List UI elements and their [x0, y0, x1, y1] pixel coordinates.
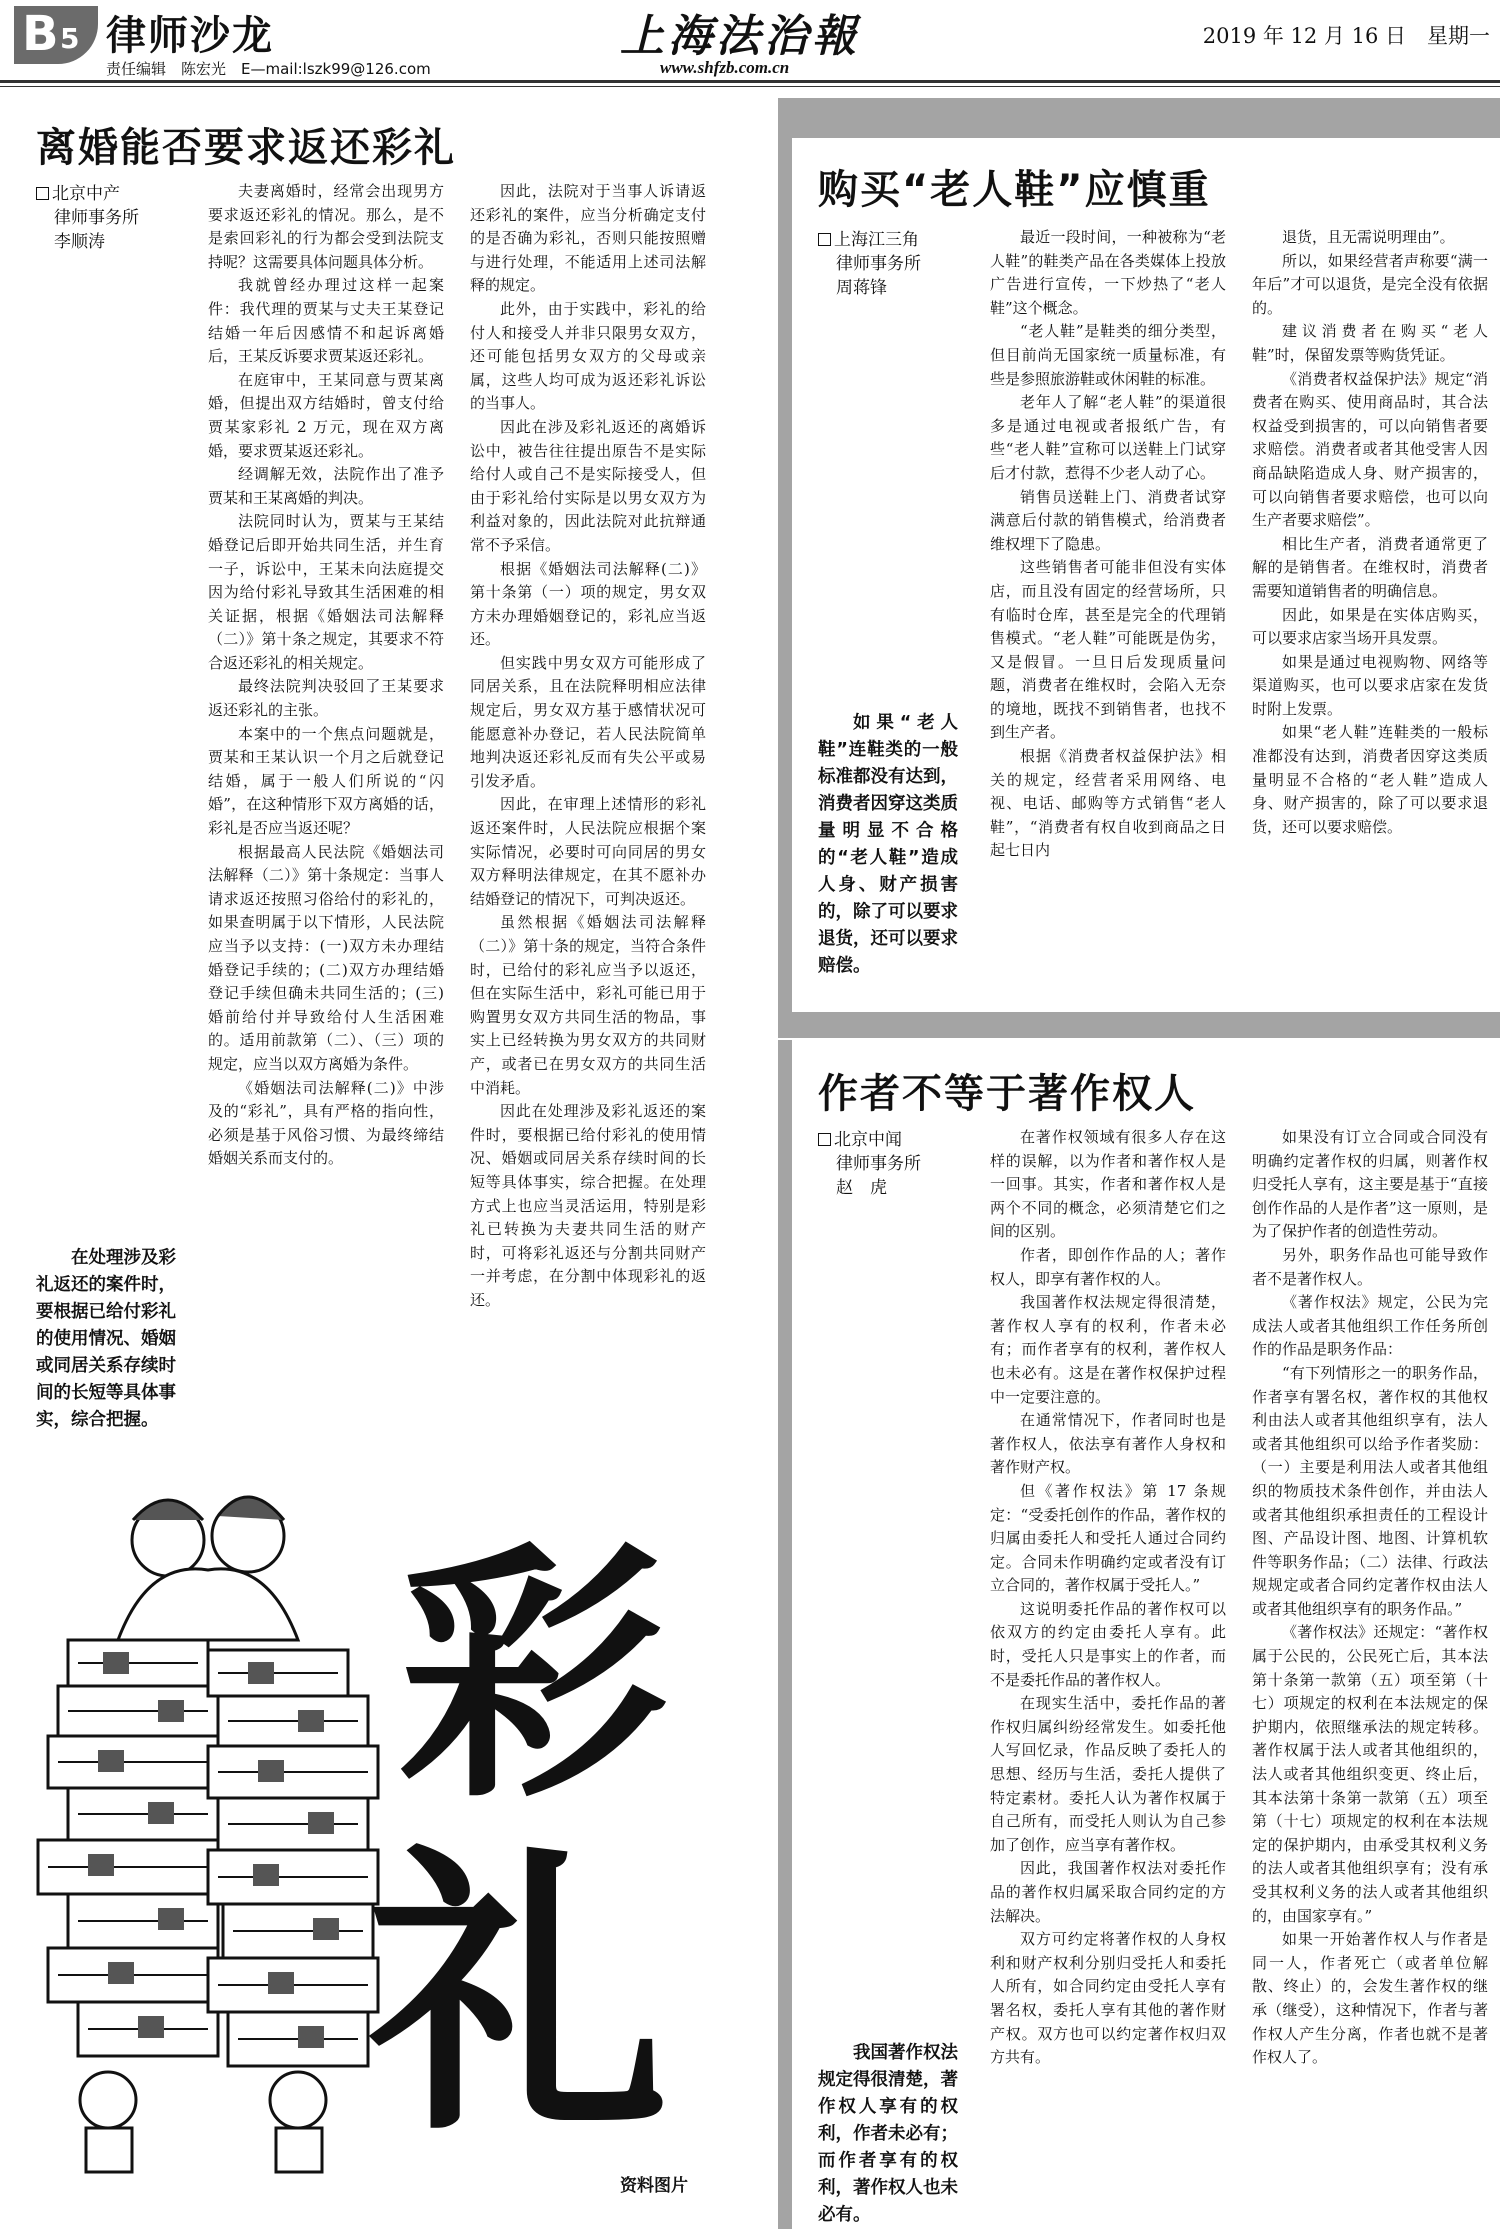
- issue-date: 2019 年 12 月 16 日 星期一: [1202, 24, 1490, 48]
- pull-quote-text: 我国著作权法规定得很清楚，著作权人享有的权利，作者未必有；而作者享有的权利，著作权人也未必有。: [818, 2043, 958, 2225]
- paragraph: 《著作权法》规定，公民为完成法人或者其他组织工作任务所创作的作品是职务作品：: [1252, 1293, 1488, 1359]
- pull-quote-text: 如果“老人鞋”连鞋类的一般标准都没有达到，消费者因穿这类质量明显不合格的“老人鞋”造成人身、财产损害的，除了可以要求退货，还可以要求赔偿。: [818, 713, 958, 976]
- illustration-graphic: [8, 1440, 703, 2180]
- article1-byline: [36, 182, 139, 254]
- paragraph: 双方可约定将著作权的人身权利和财产权利分别归受托人和委托人所有，如合同约定由受托人享有署名权，委托人享有其他的著作财产权。双方也可以约定著作权归双方共有。: [990, 1930, 1226, 2067]
- paragraph: 因此在处理涉及彩礼返还的案件时，要根据已给付彩礼的使用情况、婚姻或同居关系存续时间的长短等具体事实，综合把握。在处理方式上也应当灵活运用，特别是彩礼已转换为夫妻共同生活的财产时，可将彩礼返还与分割共同财产一并考虑，在分割中体现彩礼的返还。: [470, 1102, 706, 1309]
- paragraph: 我国著作权法规定得很清楚，著作权人享有的权利，作者未必有；而作者享有的权利，著作权人也未必有。这是在著作权保护过程中一定要注意的。: [990, 1293, 1226, 1406]
- paragraph: “老人鞋”是鞋类的细分类型，但目前尚无国家统一质量标准，有些是参照旅游鞋或休闲鞋的标准。: [990, 322, 1226, 388]
- article2-title: 购买“老人鞋”应慎重: [818, 167, 1211, 213]
- paragraph: 因此，如果是在实体店购买，可以要求店家当场开具发票。: [1252, 605, 1488, 648]
- article3-column-1: [990, 1126, 1226, 2222]
- paragraph: 《婚姻法司法解释(二)》中涉及的“彩礼”，具有严格的指向性，必须是基于风俗习惯、为最终缔结婚姻关系而支付的。: [208, 1078, 444, 1168]
- page-number-badge: [14, 6, 98, 64]
- article2-pull-quote: [818, 710, 958, 980]
- byline-line: 周蒋锋: [836, 278, 887, 298]
- article2-byline: [818, 228, 921, 300]
- article1-pull-quote: [36, 1245, 176, 1434]
- paragraph: 法院同时认为，贾某与王某结婚登记后即开始共同生活，并生育一子，诉讼中，王某未向法庭提交因为给付彩礼导致其生活困难的相关证据，根据《婚姻法司法解释（二）》第十条之规定，其要求不符合返还彩礼的相关规定。: [208, 512, 444, 672]
- paragraph: 经调解无效，法院作出了准予贾某和王某离婚的判决。: [208, 465, 444, 507]
- paragraph: 在著作权领域有很多人存在这样的误解，以为作者和著作权人是一回事。其实，作者和著作权人是两个不同的概念，必须清楚它们之间的区别。: [990, 1128, 1226, 1241]
- paragraph: 如果“老人鞋”连鞋类的一般标准都没有达到，消费者因穿这类质量明显不合格的“老人鞋”造成人身、财产损害的，除了可以要求退货，还可以要求赔偿。: [1252, 723, 1488, 836]
- article1-column-2: [470, 180, 706, 1412]
- separator-band-top: [778, 98, 1500, 138]
- illustration-caption: 资料图片: [620, 2176, 688, 2196]
- article2-column-2: [1252, 226, 1488, 946]
- paragraph: 《著作权法》还规定：“著作权属于公民的，公民死亡后，其本法第十条第一款第（五）项至第（十七）项规定的权利在本法规定的保护期内，依照继承法的规定转移。著作权属于法人或者其他组织的，法人或者其他组织变更、终止后，其本法第十条第一款第（五）项至第（十七）项规定的权利在本法规定的保护期内，由承受其权利义务的法人或者其他组织享有；没有承受其权利义务的法人或者其他组织的，由国家享有。”: [1252, 1623, 1488, 1925]
- paragraph: 此外，由于实践中，彩礼的给付人和接受人并非只限男女双方，还可能包括男女双方的父母或亲属，这些人均可成为返还彩礼诉讼的当事人。: [470, 299, 706, 413]
- separator-band-vertical-upper: [778, 138, 792, 1012]
- paragraph: 根据《消费者权益保护法》相关的规定，经营者采用网络、电视、电话、邮购等方式销售“老人鞋”，“消费者有权自收到商品之日起七日内: [990, 747, 1226, 860]
- editor-line: 责任编辑 陈宏光 E—mail:lszk99@126.com: [106, 60, 431, 78]
- paragraph: 作者，即创作作品的人；著作权人，即享有著作权的人。: [990, 1245, 1226, 1288]
- article1-title: 离婚能否要求返还彩礼: [36, 125, 456, 171]
- paragraph: 在现实生活中，委托作品的著作权归属纠纷经常发生。如委托他人写回忆录，作品反映了委托人的思想、经历与生活，委托人提供了特定素材。委托人认为著作权属于自己所有，而受托人则认为自己参加了创作，应当享有著作权。: [990, 1694, 1226, 1854]
- separator-band-middle: [778, 1012, 1500, 1038]
- paragraph: 最近一段时间，一种被称为“老人鞋”的鞋类产品在各类媒体上投放广告进行宣传，一下炒热了“老人鞋”这个概念。: [990, 228, 1226, 317]
- paragraph: 最终法院判决驳回了王某要求返还彩礼的主张。: [208, 677, 444, 720]
- paragraph: 销售员送鞋上门、消费者试穿满意后付款的销售模式，给消费者维权埋下了隐患。: [990, 487, 1226, 553]
- paragraph: 老年人了解“老人鞋”的渠道很多是通过电视或者报纸广告，有些“老人鞋”宣称可以送鞋上门试穿后才付款，惹得不少老人动了心。: [990, 393, 1226, 482]
- section-title: 律师沙龙: [106, 13, 274, 59]
- paragraph: 在通常情况下，作者同时也是著作权人，依法享有著作人身权和著作财产权。: [990, 1411, 1226, 1477]
- byline-line: 律师事务所: [836, 1154, 921, 1174]
- paragraph: 虽然根据《婚姻法司法解释（二）》第十条的规定，当符合条件时，已给付的彩礼应当予以返还，但在实际生活中，彩礼可能已用于购置男女双方共同生活的物品，事实上已经转换为男女双方的共同财产，或者已在男女双方的共同生活中消耗。: [470, 913, 706, 1097]
- paragraph: 如果是通过电视购物、网络等渠道购买，也可以要求店家在发货时附上发票。: [1252, 652, 1488, 718]
- paragraph: 因此，在审理上述情形的彩礼返还案件时，人民法院应根据个案实际情况，必要时可向同居的男女双方释明法律规定，在其不愿补办结婚登记的情况下，可判决返还。: [470, 795, 706, 908]
- header-rule-thin: [0, 86, 1500, 87]
- byline-box-icon: [36, 187, 49, 200]
- article3-title: 作者不等于著作权人: [818, 1071, 1196, 1117]
- paragraph: 因此在涉及彩礼返还的离婚诉讼中，被告往往提出原告不是实际给付人或自己不是实际接受人，但由于彩礼给付实际是以男女双方为利益对象的，因此法院对此抗辩通常不予采信。: [470, 417, 706, 554]
- paragraph: 因此，法院对于当事人诉请返还彩礼的案件，应当分析确定支付的是否确为彩礼，否则只能按照赠与进行处理，不能适用上述司法解释的规定。: [470, 182, 706, 295]
- paragraph: 本案中的一个焦点问题就是，贾某和王某认识一个月之后就登记结婚，属于一般人们所说的“闪婚”，在这种情形下双方离婚的话，彩礼是否应当返还呢？: [208, 724, 444, 838]
- paragraph: 如果一开始著作权人与作者是同一人，作者死亡（或者单位解散、终止）的，会发生著作权的继承（继受），这种情况下，作者与著作权人产生分离，作者也就不是著作权人了。: [1252, 1930, 1488, 2067]
- byline-line: 赵 虎: [836, 1178, 887, 1198]
- paragraph: 根据《婚姻法司法解释(二)》第十条第（一）项的规定，男女双方未办理婚姻登记的，彩礼应当返还。: [470, 559, 706, 649]
- article3-byline: [818, 1128, 921, 1200]
- site-url: www.shfzb.com.cn: [660, 58, 790, 77]
- page-header: [0, 0, 1500, 82]
- paragraph: 夫妻离婚时，经常会出现男方要求返还彩礼的情况。那么，是不是索回彩礼的行为都会受到法院支持呢？这需要具体问题具体分析。: [208, 182, 444, 271]
- paragraph: 但《著作权法》第 17 条规定：“受委托创作的作品，著作权的归属由委托人和受托人通过合同约定。合同未作明确约定或者没有订立合同的，著作权属于受托人。”: [990, 1481, 1226, 1595]
- byline-line: 律师事务所: [54, 208, 139, 228]
- page-number: 5: [60, 22, 80, 55]
- byline-line: 北京中闻: [834, 1130, 902, 1150]
- paragraph: 在庭审中，王某同意与贾某离婚，但提出双方结婚时，曾支付给贾某家彩礼 2 万元，现在双方离婚，要求贾某返还彩礼。: [208, 370, 444, 460]
- byline-line: 李顺涛: [54, 232, 105, 252]
- paragraph: 如果没有订立合同或合同没有明确约定著作权的归属，则著作权归受托人享有，这主要是基于“直接创作作品的人是作者”这一原则，是为了保护作者的创造性劳动。: [1252, 1128, 1488, 1241]
- paragraph: 所以，如果经营者声称要“满一年后”才可以退货，是完全没有依据的。: [1252, 251, 1488, 317]
- paragraph: 这说明委托作品的著作权可以依双方的约定由委托人享有。此时，受托人只是事实上的作者，而不是委托作品的著作权人。: [990, 1599, 1226, 1689]
- paragraph: 因此，我国著作权法对委托作品的著作权归属采取合同约定的方法解决。: [990, 1859, 1226, 1925]
- byline-line: 律师事务所: [836, 254, 921, 274]
- article1-column-1: [208, 180, 444, 1412]
- pull-quote-text: 在处理涉及彩礼返还的案件时，要根据已给付彩礼的使用情况、婚姻或同居关系存续时间的长短等具体事实，综合把握。: [36, 1248, 176, 1430]
- byline-box-icon: [818, 1133, 831, 1146]
- paragraph: 退货，且无需说明理由”。: [1282, 228, 1455, 246]
- newspaper-masthead: 上海法治報: [620, 11, 860, 62]
- paragraph: “有下列情形之一的职务作品，作者享有署名权，著作权的其他权利由法人或者其他组织享有，法人或者其他组织可以给予作者奖励：（一）主要是利用法人或者其他组织的物质技术条件创作，并由法人或者其他组织承担责任的工程设计图、产品设计图、地图、计算机软件等职务作品；（二）法律、行政法规规定或者合同约定著作权由法人或者其他组织享有的职务作品。”: [1252, 1363, 1488, 1618]
- page-letter: B: [22, 6, 59, 62]
- paragraph: 根据最高人民法院《婚姻法司法解释（二）》第十条规定：当事人请求返还按照习俗给付的彩礼的，如果查明属于以下情形，人民法院应当予以支持：(一)双方未办理结婚登记手续的；(二)双方办理结婚登记手续但确未共同生活的；(三)婚前给付并导致给付人生活困难的。适用前款第（二）、（三）项的规定，应当以双方离婚为条件。: [208, 842, 444, 1073]
- paragraph: 建议消费者在购买“老人鞋”时，保留发票等购货凭证。: [1252, 322, 1488, 364]
- byline-box-icon: [818, 233, 831, 246]
- byline-line: 北京中产: [52, 184, 120, 204]
- illustration-char-1: 彩: [398, 1519, 668, 1834]
- paragraph: 我就曾经办理过这样一起案件：我代理的贾某与丈夫王某登记结婚一年后因感情不和起诉离婚后，王某反诉要求贾某返还彩礼。: [208, 276, 444, 366]
- header-rule: [0, 80, 1500, 83]
- illustration-char-2: 礼: [368, 1822, 668, 2171]
- article3-column-2: [1252, 1126, 1488, 2222]
- article3-pull-quote: [818, 2040, 958, 2229]
- illustration-bride-price: [8, 1440, 703, 2180]
- paragraph: 另外，职务作品也可能导致作者不是著作权人。: [1252, 1245, 1488, 1288]
- paragraph: 《消费者权益保护法》规定“消费者在购买、使用商品时，其合法权益受到损害的，可以向销售者要求赔偿。消费者或者其他受害人因商品缺陷造成人身、财产损害的，可以向销售者要求赔偿，也可以向生产者要求赔偿”。: [1252, 369, 1488, 530]
- paragraph: 但实践中男女双方可能形成了同居关系，且在法院释明相应法律规定后，男女双方基于感情状况可能愿意补办登记，若人民法院简单地判决返还彩礼反而有失公平或易引发矛盾。: [470, 653, 706, 790]
- paragraph: 这些销售者可能非但没有实体店，而且没有固定的经营场所，只有临时仓库，甚至是完全的代理销售模式。“老人鞋”可能既是伪劣，又是假冒。一旦日后发现质量问题，消费者在维权时，会陷入无奈的境地，既找不到销售者，也找不到生产者。: [990, 558, 1226, 742]
- article2-column-1: [990, 226, 1226, 946]
- separator-band-vertical: [778, 1040, 792, 2229]
- byline-line: 上海江三角: [834, 230, 919, 250]
- paragraph: 相比生产者，消费者通常更了解的是销售者。在维权时，消费者需要知道销售者的明确信息。: [1252, 534, 1488, 600]
